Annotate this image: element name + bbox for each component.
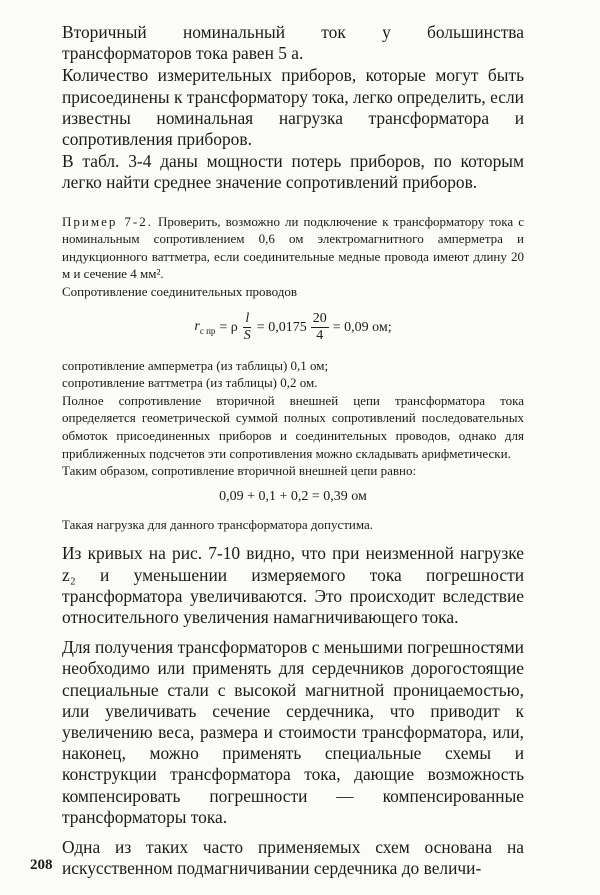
paragraph-instrument-count: Количество измерительных приборов, которые могут быть присоединены к трансформатору тока, легко определить, если известны номинальная нагрузка трансформатора и сопротивления приборов.	[62, 65, 524, 150]
formula-lhs: r	[194, 319, 200, 335]
page-number: 208	[30, 857, 53, 873]
formula-result: = 0,09 ом;	[332, 319, 392, 335]
fraction-s: S	[243, 328, 251, 344]
conclusion-paragraph: Такая нагрузка для данного трансформатора допустима.	[62, 516, 374, 532]
fraction-4: 4	[316, 328, 324, 344]
page-content	[62, 22, 524, 879]
example-block	[62, 213, 524, 534]
thus-paragraph: Таким образом, сопротивление вторичной внешней цепи равно:	[62, 463, 417, 479]
wire-resistance-caption: Сопротивление соединительных проводов	[62, 284, 297, 299]
paragraph-magnetization-scheme: Одна из таких часто применяемых схем основана на искусственном подмагничивании сердечника до величи-	[62, 836, 524, 879]
example-label: Пример 7-2.	[62, 213, 153, 229]
paragraph-error-curves: Из кривых на рис. 7-10 видно, что при неизменной нагрузке z₂ и уменьшении измеряемого тока погрешности трансформатора увеличиваются. Это происходит вследствие относительного увеличения намагничивающего тока.	[62, 543, 524, 627]
fraction-20-over-4	[311, 311, 329, 344]
example-intro-paragraph	[62, 213, 524, 283]
formula-rho: = ρ	[219, 319, 238, 335]
formula-lhs-subscript: с пр	[199, 325, 216, 336]
ammeter-resistance: сопротивление амперметра (из таблицы) 0,1 ом;	[62, 357, 329, 373]
example-intro: Проверить, возможно ли подключение к трансформатору тока с номинальным сопротивлением 0,6 ом электромагнитного амперметра и индукционного ваттметра, если соединительные медные провода имеют длину 20 м и сечение 4 мм².	[62, 213, 524, 282]
fraction-l-over-s	[242, 311, 253, 344]
full-resistance-paragraph: Полное сопротивление вторичной внешней цепи трансформатора тока определяется геометрической суммой полных сопротивлений последовательных обмоток присоединенных приборов и соединительных проводов, однако для приближенных подсчетов эти сопротивления можно складывать арифметически.	[62, 392, 524, 461]
paragraph-table-reference: В табл. 3-4 даны мощности потерь приборов, по которым легко найти среднее значение сопротивлений приборов.	[62, 151, 524, 193]
wattmeter-resistance: сопротивление ваттметра (из таблицы) 0,2 ом.	[62, 375, 318, 391]
formula-coefficient: = 0,0175	[256, 319, 307, 335]
wire-resistance-formula	[62, 309, 524, 347]
fraction-l: l	[245, 311, 250, 327]
fraction-20: 20	[312, 311, 327, 327]
sum-equation: 0,09 + 0,1 + 0,2 = 0,39 ом	[219, 488, 367, 504]
paragraph-reduced-error: Для получения трансформаторов с меньшими погрешностями необходимо или применять для сердечников дорогостоящие специальные стали с высокой магнитной проницаемостью, или увеличивать сечение сердечника, что приводит к увеличению веса, размера и стоимости трансформатора, или, наконец, можно применять специальные схемы и конструкции трансформатора тока, дающие возможность компенсировать погрешности — компенсированные трансформаторы тока.	[62, 637, 524, 827]
paragraph-secondary-current: Вторичный номинальный ток у большинства трансформаторов тока равен 5 а.	[62, 22, 524, 64]
